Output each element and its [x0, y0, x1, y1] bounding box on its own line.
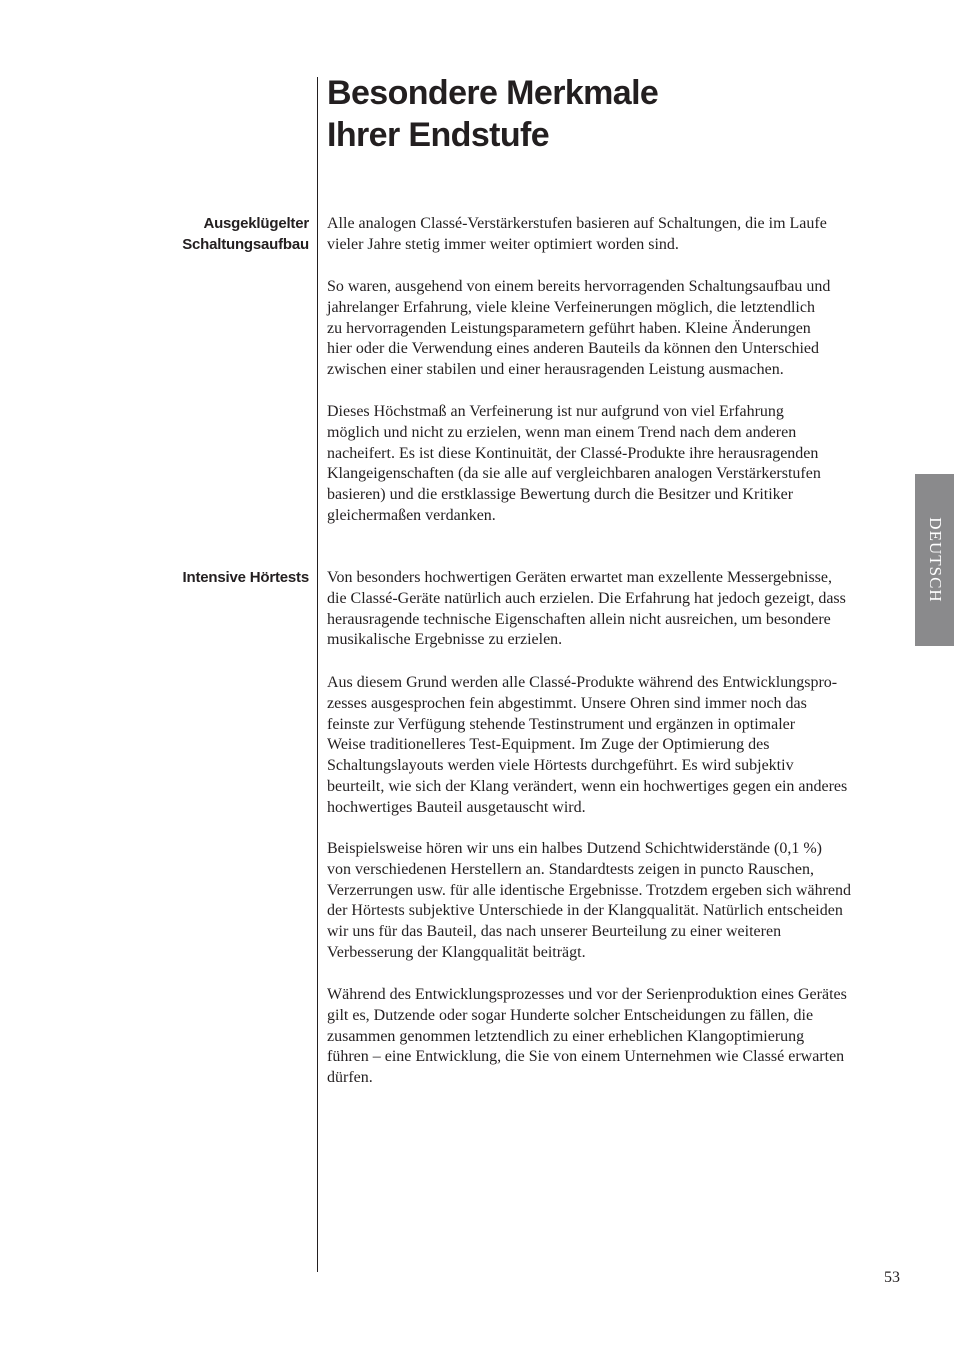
- text-line: der Hörtests subjektive Unterschiede in der Klangqualität. Natürlich entscheiden: [327, 902, 843, 920]
- text-line: hier oder die Verwendung eines anderen Bauteils da können den Unterschied: [327, 340, 819, 358]
- text-line: führen – eine Entwicklung, die Sie von einem Unternehmen wie Classé erwarten: [327, 1048, 845, 1066]
- text-line: jahrelanger Erfahrung, viele kleine Verfeinerungen möglich, die letztendlich: [327, 298, 815, 316]
- text-line: Während des Entwicklungsprozesses und vor der Serienproduktion eines Gerätes: [327, 986, 847, 1003]
- text-line: Verbesserung der Klangqualität beiträgt.: [327, 943, 586, 961]
- text-line: basieren) und die erstklassige Bewertung durch die Besitzer und Kritiker: [327, 486, 794, 504]
- text-line: vieler Jahre stetig immer weiter optimiert worden sind.: [327, 235, 679, 253]
- language-tab-label: DEUTSCH: [925, 517, 945, 603]
- text-line: von verschiedenen Herstellern an. Standardtests zeigen in puncto Rauschen,: [327, 860, 814, 878]
- text-line: wir uns für das Bauteil, das nach unserer Beurteilung zu einer weiteren: [327, 923, 782, 941]
- section-heading-line: Intensive Hörtests: [182, 569, 309, 586]
- text-line: zu hervorragenden Leistungsparametern geführt haben. Kleine Änderungen: [327, 319, 811, 337]
- text-line: die Classé-Geräte natürlich auch erzielen. Die Erfahrung hat jedoch gezeigt, dass: [327, 589, 846, 607]
- text-line: Von besonders hochwertigen Geräten erwartet man exzellente Messergebnisse,: [327, 569, 833, 586]
- paragraph-2: [327, 277, 887, 381]
- language-tab: [915, 474, 954, 646]
- text-line: So waren, ausgehend von einem bereits hervorragenden Schaltungsaufbau und: [327, 278, 831, 295]
- text-line: Dieses Höchstmaß an Verfeinerung ist nur aufgrund von viel Erfahrung: [327, 403, 784, 420]
- section-heading-line: Ausgeklügelter: [203, 215, 309, 232]
- text-line: Weise traditionelleres Test-Equipment. Im Zuge der Optimierung des: [327, 736, 770, 754]
- page-number: 53: [884, 1269, 900, 1286]
- text-line: Alle analogen Classé-Verstärkerstufen basieren auf Schaltungen, die im Laufe: [327, 215, 827, 232]
- section-heading-line: Schaltungsaufbau: [182, 236, 309, 253]
- paragraph-7: [327, 985, 887, 1089]
- page-title-line-2: Ihrer Endstufe: [327, 116, 550, 154]
- paragraph-3: [327, 402, 887, 527]
- paragraph-5: [327, 673, 887, 819]
- text-line: dürfen.: [327, 1069, 373, 1087]
- text-line: Aus diesem Grund werden alle Classé-Produkte während des Entwicklungspro-: [327, 674, 838, 691]
- text-line: musikalische Ergebnisse zu erzielen.: [327, 631, 563, 649]
- section-heading-schaltungsaufbau: [109, 213, 309, 255]
- text-line: Verzerrungen usw. für alle identische Ergebnisse. Trotzdem ergeben sich während: [327, 881, 851, 899]
- text-line: hochwertiges Bauteil ausgetauscht wird.: [327, 798, 586, 816]
- text-line: feinste zur Verfügung stehende Testinstrument und ergänzen in optimaler: [327, 715, 796, 733]
- text-line: gleichermaßen verdanken.: [327, 506, 496, 524]
- text-line: zesses ausgesprochen fein abgestimmt. Unsere Ohren sind immer noch das: [327, 694, 807, 712]
- text-line: herausragende technische Eigenschaften allein nicht ausreichen, um besondere: [327, 610, 831, 628]
- paragraph-4: [327, 568, 887, 651]
- text-line: gilt es, Dutzende oder sogar Hunderte solcher Entscheidungen zu fällen, die: [327, 1006, 814, 1024]
- text-line: nacheifert. Es ist diese Kontinuität, der Classé-Produkte ihre herausragenden: [327, 444, 819, 462]
- text-line: zwischen einer stabilen und einer herausragenden Leistung ausmachen.: [327, 361, 784, 379]
- vertical-rule: [317, 77, 318, 1272]
- text-line: beurteilt, wie sich der Klang verändert, wenn ein hochwertiges gegen ein anderes: [327, 777, 848, 795]
- paragraph-1: [327, 214, 887, 256]
- text-line: Klangeigenschaften (da sie alle auf vergleichbaren analogen Verstärkerstufen: [327, 465, 821, 483]
- section-heading-hoertests: [109, 567, 309, 588]
- text-line: zusammen genommen letztendlich zu einer erheblichen Klangoptimierung: [327, 1027, 805, 1045]
- text-line: Schaltungslayouts werden viele Hörtests durchgeführt. Es wird subjektiv: [327, 757, 794, 775]
- page-title-line-1: Besondere Merkmale: [327, 74, 659, 112]
- paragraph-6: [327, 839, 887, 964]
- text-line: Beispielsweise hören wir uns ein halbes Dutzend Schichtwiderstände (0,1 %): [327, 840, 822, 857]
- text-line: möglich und nicht zu erzielen, wenn man einem Trend nach dem anderen: [327, 423, 797, 441]
- page-title: [327, 72, 658, 156]
